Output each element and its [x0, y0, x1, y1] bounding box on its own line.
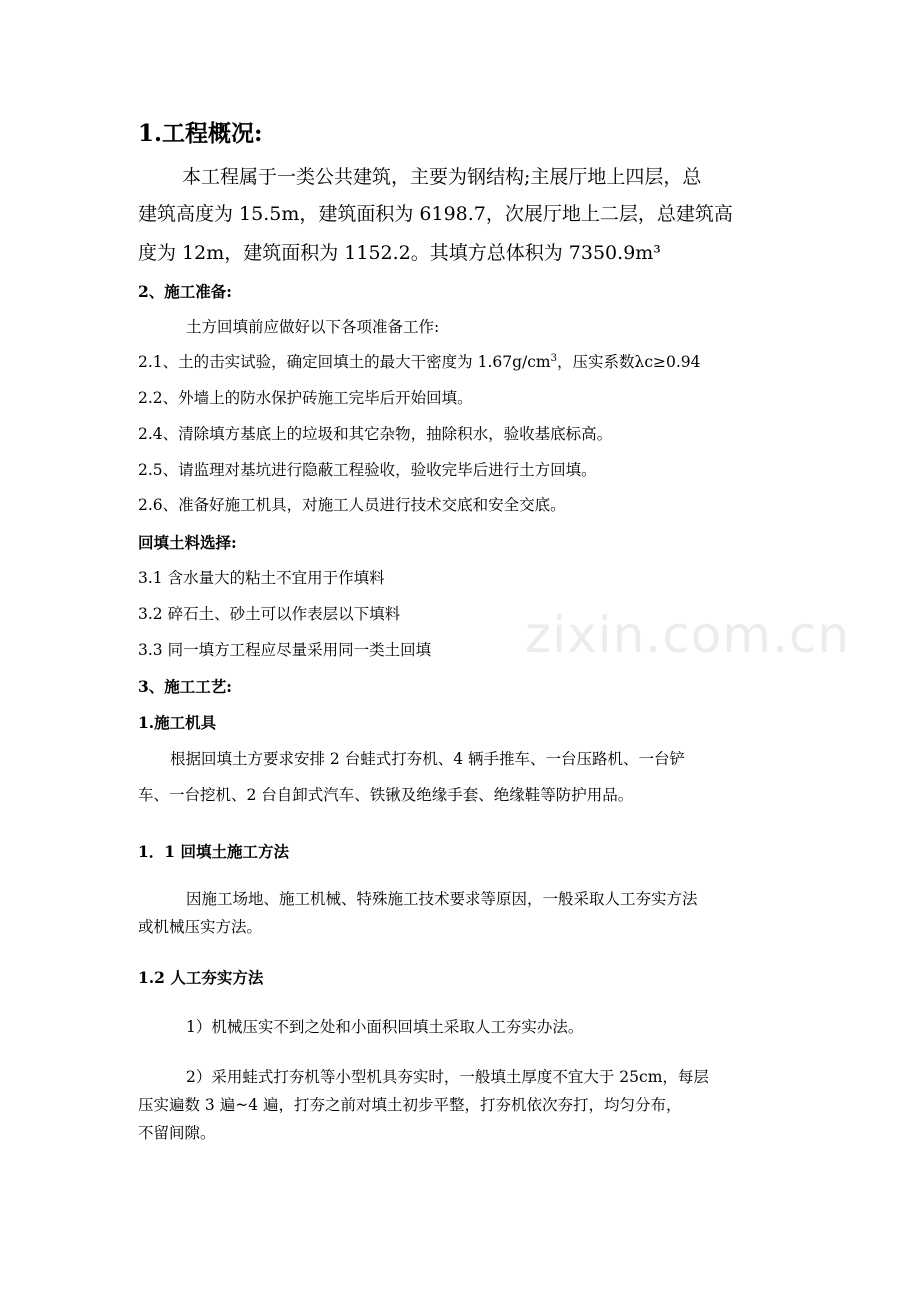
- sub-heading-manual: 1.2 人工夯实方法: [138, 968, 264, 987]
- section-heading-preparation: 2、施工准备:: [138, 282, 233, 301]
- paragraph-line: 压实遍数 3 遍~4 遍，打夯之前对填土初步平整，打夯机依次夯打，均匀分布，: [138, 1096, 682, 1114]
- list-item: 3.3 同一填方工程应尽量采用同一类土回填: [138, 641, 432, 659]
- paragraph-line: 度为 12m，建筑面积为 1152.2。其填方总体积为 7350.9m³: [138, 242, 661, 264]
- section-heading-overview: 1.工程概况:: [138, 120, 263, 147]
- sub-heading-method: 1．1 回填土施工方法: [138, 842, 289, 861]
- paragraph-line: 或机械压实方法。: [138, 918, 263, 936]
- list-item: 3.2 碎石土、砂土可以作表层以下填料: [138, 605, 401, 623]
- paragraph-line: 因施工场地、施工机械、特殊施工技术要求等原因，一般采取人工夯实方法: [186, 890, 698, 908]
- paragraph-line: 土方回填前应做好以下各项准备工作:: [186, 318, 440, 336]
- paragraph-line: 本工程属于一类公共建筑，主要为钢结构;主展厅地上四层，总: [182, 166, 702, 188]
- paragraph-line: 车、一台挖机、2 台自卸式汽车、铁锹及绝缘手套、绝缘鞋等防护用品。: [138, 786, 634, 804]
- list-item-text: 2.1、土的击实试验，确定回填土的最大干密度为 1.67g/cm: [138, 353, 551, 371]
- watermark: zixin.com.cn: [525, 606, 851, 664]
- section-heading-material: 回填土料选择:: [138, 533, 237, 552]
- list-item: 3.1 含水量大的粘土不宜用于作填料: [138, 569, 385, 587]
- list-item: 2.4、清除填方基底上的垃圾和其它杂物，抽除积水，验收基底标高。: [138, 425, 613, 443]
- list-item: 2.6、准备好施工机具，对施工人员进行技术交底和安全交底。: [138, 496, 566, 514]
- list-item: [138, 352, 701, 371]
- paragraph-line: 建筑高度为 15.5m，建筑面积为 6198.7，次展厅地上二层，总建筑高: [138, 203, 733, 225]
- paragraph-line: 1）机械压实不到之处和小面积回填土采取人工夯实办法。: [186, 1018, 584, 1036]
- paragraph-line: 根据回填土方要求安排 2 台蛙式打夯机、4 辆手推车、一台压路机、一台铲: [170, 750, 686, 768]
- list-item-text: ，压实系数λc≥0.94: [557, 353, 701, 371]
- superscript: 3: [550, 352, 557, 364]
- sub-heading-equipment: 1.施工机具: [138, 713, 217, 732]
- list-item: 2.5、请监理对基坑进行隐蔽工程验收，验收完毕后进行土方回填。: [138, 461, 597, 479]
- section-heading-process: 3、施工工艺:: [138, 677, 233, 696]
- paragraph-line: 不留间隙。: [138, 1124, 216, 1142]
- list-item: 2.2、外墙上的防水保护砖施工完毕后开始回填。: [138, 389, 473, 407]
- paragraph-line: 2）采用蛙式打夯机等小型机具夯实时，一般填土厚度不宜大于 25cm，每层: [186, 1068, 709, 1086]
